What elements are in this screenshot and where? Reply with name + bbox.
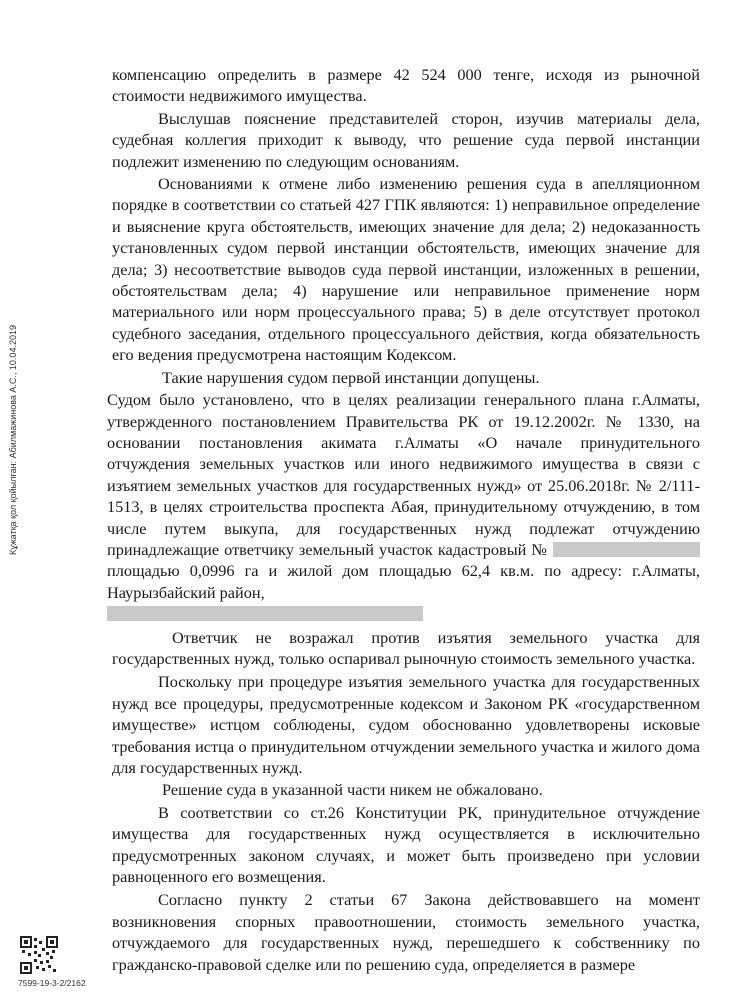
paragraph: Выслушав пояснение представителей сторон, изучив материалы дела, судебная коллегия приходит к выводу, что решение суда первой инстанции подлежит изменению по следующим основаниям.: [112, 108, 700, 171]
document-body: [107, 64, 700, 976]
margin-signature-stamp: Кұжатқа қол қойылған: Абилмажинова А.С., 10.04.2019: [8, 325, 18, 555]
paragraph: компенсацию определить в размере 42 524 000 тенге, исходя из рыночной стоимости недвижимого имущества.: [112, 65, 700, 106]
paragraph-text: площадью 0,0996 га и жилой дом площадью 62,4 кв.м. по адресу: г.Алматы, Наурызбайский район,: [107, 561, 700, 602]
paragraph-text: Судом было установлено, что в целях реализации генерального плана г.Алматы, утвержденного постановлением Правительства РК от 19.12.2002г. № 1330, на основании постановления акимата г.Алматы «О начале принудительного отчуждения земельных участков или иного недвижимого имущества в связи с изъятием земельных участков для государственных нужд» от 25.06.2018г. № 2/111-1513, в целях строительства проспекта Абая, принудительному отчуждению, в том числе путем выкупа, для государственных нужд подлежат отчуждению принадлежащие ответчику земельный участок кадастровый №: [107, 390, 700, 559]
paragraph: Решение суда в указанной части никем не обжаловано.: [162, 780, 543, 800]
paragraph: Такие нарушения судом первой инстанции допущены.: [162, 367, 540, 387]
qr-code-icon: [20, 936, 58, 974]
paragraph: Основаниями к отмене либо изменению решения суда в апелляционном порядке в соответствии со статьей 427 ГПК являются: 1) неправильное определение и выяснение круга обстоятельств, имеющих значение для дела; 2) недоказанность установленных судом первой инстанции обстоятельств, имеющих значение для дела; 3) несоответствие выводов суда первой инстанции, изложенных в решении, обстоятельствам дела; 4) нарушение или неправильное применение норм материального или норм процессуального права; 5) в деле отсутствует протокол судебного заседания, отдельного процессуального действия, когда обязательность его ведения предусмотрена настоящим Кодексом.: [112, 174, 700, 365]
redacted-address: [107, 606, 423, 621]
paragraph: Ответчик не возражал против изъятия земельного участка для государственных нужд, только оспаривал рыночную стоимость земельного участка.: [112, 627, 700, 668]
paragraph: Согласно пункту 2 статьи 67 Закона действовавшего на момент возникновения спорных правоотношении, стоимость земельного участка, отчуждаемого для государственных нужд, перешедшего к собственнику по гражданско-правовой сделке или по решению суда, определяется в размере: [112, 890, 700, 974]
paragraph: [107, 389, 700, 624]
document-code: 7599-19-3-2/2162: [18, 978, 86, 988]
paragraph: В соответствии со ст.26 Конституции РК, принудительное отчуждение имущества для государственных нужд осуществляется в исключительно предусмотренных законом случаях, и может быть произведено при условии равноценного его возмещения.: [112, 802, 700, 887]
paragraph: Поскольку при процедуре изъятия земельного участка для государственных нужд все процедуры, предусмотренные кодексом и Законом РК «государственном имуществе» истцом соблюдены, судом обоснованно удовлетворены исковые требования истца о принудительном отчуждении земельного участка и жилого дома для государственных нужд.: [112, 672, 700, 777]
redacted-cadastral-number: [553, 542, 700, 557]
